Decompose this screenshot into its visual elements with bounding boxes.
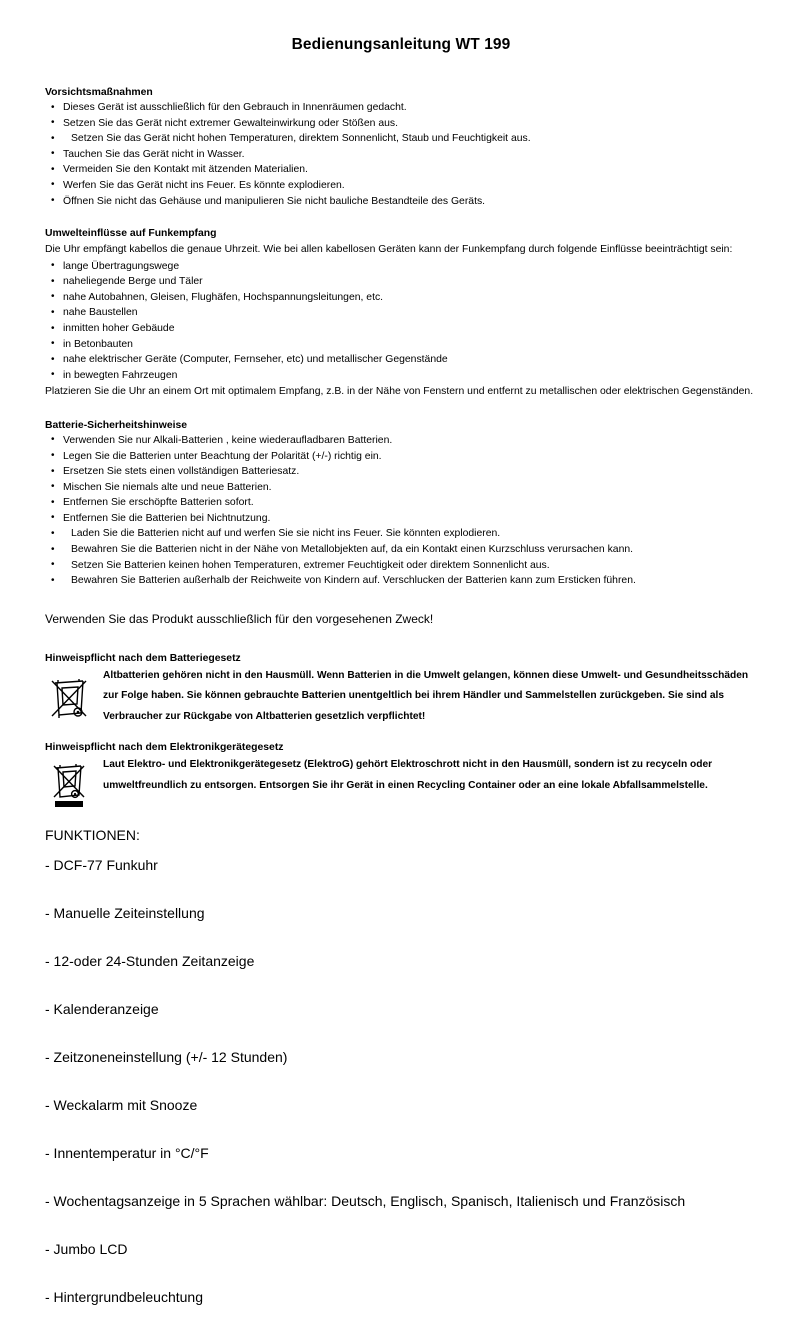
functions-heading: FUNKTIONEN: <box>45 827 140 843</box>
list-item: • Setzen Sie das Gerät nicht hohen Temperaturen, direktem Sonnenlicht, Staub und Feuchtigkeit aus. <box>45 131 757 147</box>
list-item: - Wochentagsanzeige in 5 Sprachen wählbar: Deutsch, Englisch, Spanisch, Italienisch und Französisch <box>45 1193 686 1209</box>
list-item: - Hintergrundbeleuchtung <box>45 1289 203 1305</box>
list-item: • Öffnen Sie nicht das Gehäuse und manipulieren Sie nicht bauliche Bestandteile des Geräts. <box>45 194 757 210</box>
usage-statement: Verwenden Sie das Produkt ausschließlich für den vorgesehenen Zweck! <box>45 611 434 626</box>
list-item: • in Betonbauten <box>45 337 757 353</box>
electronics-law-heading: Hinweispflicht nach dem Elektronikgerätegesetz <box>45 742 284 754</box>
reception-outro-paragraph: Platzieren Sie die Uhr an einem Ort mit optimalem Empfang, z.B. in der Nähe von Fenstern und entfernt zu metallischen oder elektrischen Gegenständen. <box>45 386 754 398</box>
section-spacer <box>45 209 757 227</box>
list-item: • in bewegten Fahrzeugen <box>45 368 757 384</box>
list-item: • Setzen Sie Batterien keinen hohen Temperaturen, extremer Feuchtigkeit oder direktem Sonnenlicht aus. <box>45 558 757 574</box>
electronics-law-text: Laut Elektro- und Elektronikgerätegesetz (ElektroG) gehört Elektroschrott nicht in den Hausmüll, sondern ist zu recyceln oder umweltfreundlich zu entsorgen. Entsorgen Sie ihr Gerät in einen Recycling Container oder an eine lokale Abfallsammelstelle. <box>103 759 713 791</box>
section-spacer <box>45 589 757 611</box>
battery-safety-heading: Batterie-Sicherheitshinweise <box>45 419 188 431</box>
crossed-out-wheelie-bin-icon <box>45 671 93 721</box>
list-item: - Weckalarm mit Snooze <box>45 1097 198 1113</box>
list-item: - Manuelle Zeiteinstellung <box>45 905 205 921</box>
battery-law-text: Altbatterien gehören nicht in den Hausmüll. Wenn Batterien in die Umwelt gelangen, können diese Umwelt- und Gesundheitsschäden zur Folge haben. Sie können gebrauchte Batterien unentgeltlich bei ihrem Händler und Sammelstellen zurückgeben. Sie sind als Verbraucher zur Rückgabe von Altbatterien gesetzlich verpflichtet! <box>103 669 749 722</box>
list-item: • Dieses Gerät ist ausschließlich für den Gebrauch in Innenräumen gedacht. <box>45 100 757 116</box>
list-item: • Verwenden Sie nur Alkali-Batterien , keine wiederaufladbaren Batterien. <box>45 433 757 449</box>
list-item: - DCF-77 Funkuhr <box>45 857 158 873</box>
precautions-list <box>45 100 757 209</box>
reception-intro-paragraph: Die Uhr empfängt kabellos die genaue Uhrzeit. Wie bei allen kabellosen Geräten kann der Funkempfang durch folgende Einflüsse beeinträchtigt sein: <box>45 244 733 256</box>
list-item: • Laden Sie die Batterien nicht auf und werfen Sie sie nicht ins Feuer. Sie könnten explodieren. <box>45 526 757 542</box>
list-item: • naheliegende Berge und Täler <box>45 274 757 290</box>
list-item: • Vermeiden Sie den Kontakt mit ätzenden Materialien. <box>45 162 757 178</box>
list-item: • Mischen Sie niemals alte und neue Batterien. <box>45 480 757 496</box>
page-title: Bedienungsanleitung WT 199 <box>291 36 511 53</box>
list-item: • inmitten hoher Gebäude <box>45 321 757 337</box>
section-spacer <box>45 627 757 652</box>
reception-list <box>45 259 757 384</box>
battery-law-heading: Hinweispflicht nach dem Batteriegesetz <box>45 652 241 664</box>
list-item: • nahe Autobahnen, Gleisen, Flughäfen, Hochspannungsleitungen, etc. <box>45 290 757 306</box>
electronics-law-block <box>45 755 757 809</box>
reception-heading: Umwelteinflüsse auf Funkempfang <box>45 228 217 240</box>
list-item: - Jumbo LCD <box>45 1241 128 1257</box>
precautions-heading: Vorsichtsmaßnahmen <box>45 87 153 98</box>
battery-safety-list <box>45 433 757 589</box>
list-item: • nahe elektrischer Geräte (Computer, Fernseher, etc) und metallischer Gegenstände <box>45 352 757 368</box>
list-item: - Innentemperatur in °C/°F <box>45 1145 209 1161</box>
list-item: • lange Übertragungswege <box>45 259 757 275</box>
list-item: • Ersetzen Sie stets einen vollständigen Batteriesatz. <box>45 464 757 480</box>
section-spacer <box>45 401 757 419</box>
list-item: • Entfernen Sie die Batterien bei Nichtnutzung. <box>45 511 757 527</box>
list-item: • Bewahren Sie die Batterien nicht in der Nähe von Metallobjekten auf, da ein Kontakt einen Kurzschluss verursachen kann. <box>45 542 757 558</box>
list-item: • Bewahren Sie Batterien außerhalb der Reichweite von Kindern auf. Verschlucken der Batterien kann zum Ersticken führen. <box>45 573 757 589</box>
section-spacer <box>45 727 757 741</box>
functions-section <box>45 825 757 1335</box>
list-item: - 12-oder 24-Stunden Zeitanzeige <box>45 953 255 969</box>
list-item: • Werfen Sie das Gerät nicht ins Feuer. Es könnte explodieren. <box>45 178 757 194</box>
list-item: - Zeitzoneneinstellung (+/- 12 Stunden) <box>45 1049 288 1065</box>
list-item: • Legen Sie die Batterien unter Beachtung der Polarität (+/-) richtig ein. <box>45 449 757 465</box>
list-item: • Setzen Sie das Gerät nicht extremer Gewalteinwirkung oder Stößen aus. <box>45 116 757 132</box>
weee-crossed-out-wheelie-bin-icon <box>45 757 93 809</box>
document-body <box>45 86 757 809</box>
list-item: • Entfernen Sie erschöpfte Batterien sofort. <box>45 495 757 511</box>
list-item: • nahe Baustellen <box>45 305 757 321</box>
battery-law-block <box>45 666 757 728</box>
functions-list <box>45 855 757 1307</box>
list-item: • Tauchen Sie das Gerät nicht in Wasser. <box>45 147 757 163</box>
list-item: - Kalenderanzeige <box>45 1001 159 1017</box>
